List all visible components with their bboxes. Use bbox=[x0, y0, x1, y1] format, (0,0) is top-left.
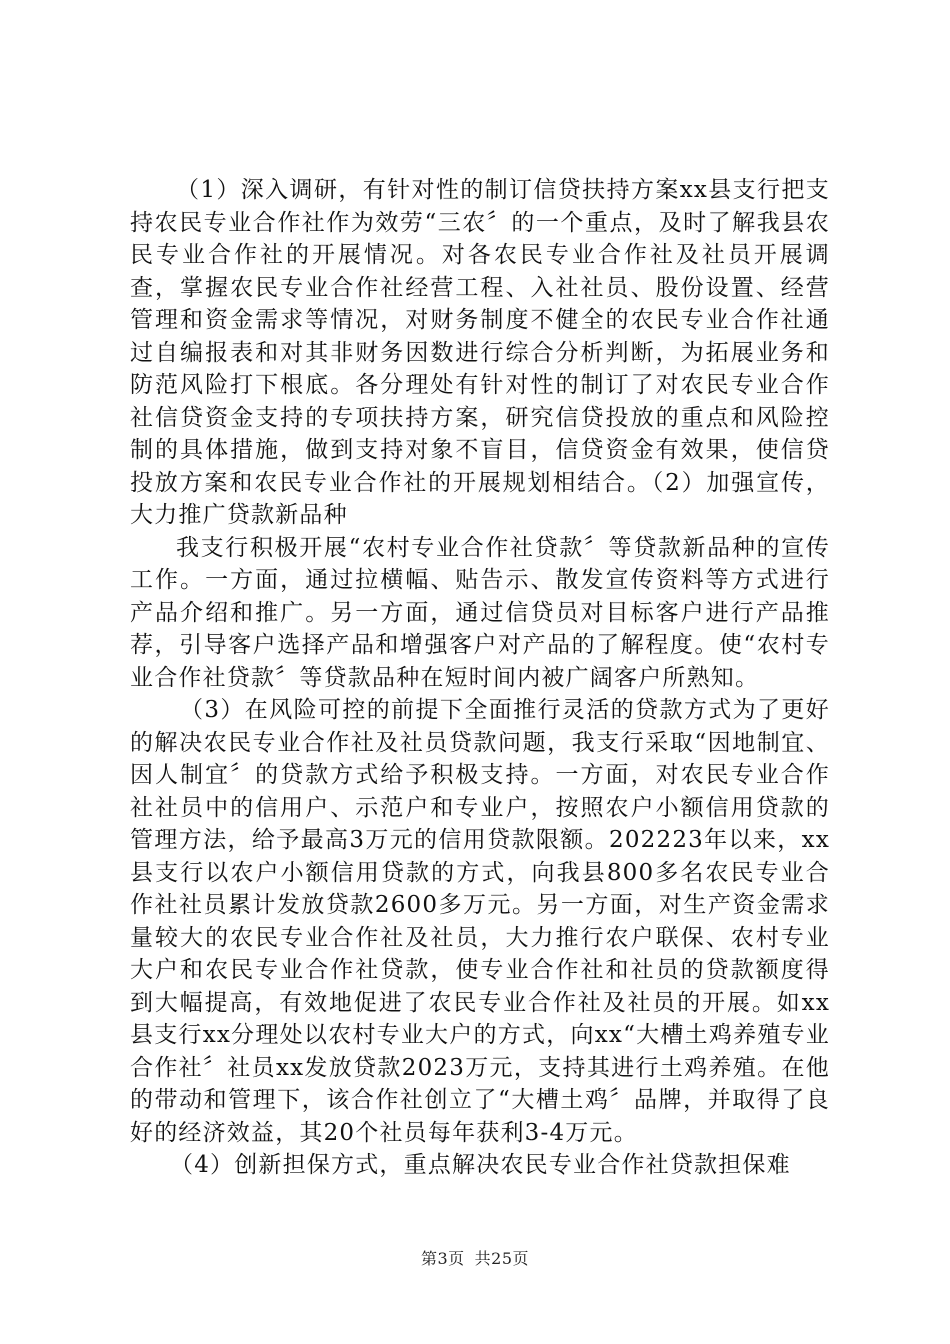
paragraph-3: （3）在风险可控的前提下全面推行灵活的贷款方式为了更好的解决农民专业合作社及社员贷款问题，我支行采取“因地制宜、因人制宜〞的贷款方式给予积极支持。一方面，对农民专业合作社社员中的信用户、示范户和专业户，按照农户小额信用贷款的管理方法，给予最高3万元的信用贷款限额。202223年以来，xx县支行以农户小额信用贷款的方式，向我县800多名农民专业合作社社员累计发放贷款2600多万元。另一方面，对生产资金需求量较大的农民专业合作社及社员，大力推行农户联保、农村专业大户和农民专业合作社贷款，使专业合作社和社员的贷款额度得到大幅提高，有效地促进了农民专业合作社及社员的开展。如xx县支行xx分理处以农村专业大户的方式，向xx“大槽土鸡养殖专业合作社〞社员xx发放贷款2023万元，支持其进行土鸡养殖。在他的带动和管理下，该合作社创立了“大槽土鸡〞品牌，并取得了良好的经济效益，其20个社员每年获利3-4万元。 bbox=[130, 697, 830, 1146]
page-total: 共25页 bbox=[474, 1249, 530, 1268]
page-number: 第3页 bbox=[420, 1249, 465, 1268]
page-footer bbox=[0, 1246, 950, 1269]
paragraph-4: （4）创新担保方式，重点解决农民专业合作社贷款担保难 bbox=[170, 1152, 791, 1178]
paragraph-1: （1）深入调研，有针对性的制订信贷扶持方案xx县支行把支持农民专业合作社作为效劳“三农〞的一个重点，及时了解我县农民专业合作社的开展情况。对各农民专业合作社及社员开展调查，掌握农民专业合作社经营工程、入社社员、股份设置、经营管理和资金需求等情况，对财务制度不健全的农民专业合作社通过自编报表和对其非财务因数进行综合分析判断，为拓展业务和防范风险打下根底。各分理处有针对性的制订了对农民专业合作社信贷资金支持的专项扶持方案，研究信贷投放的重点和风险控制的具体措施，做到支持对象不盲目，信贷资金有效果，使信贷投放方案和农民专业合作社的开展规划相结合。（2）加强宣传，大力推广贷款新品种 bbox=[130, 177, 830, 528]
document-body bbox=[130, 174, 830, 1182]
paragraph-2: 我支行积极开展“农村专业合作社贷款〞等贷款新品种的宣传工作。一方面，通过拉横幅、贴告示、散发宣传资料等方式进行产品介绍和推广。另一方面，通过信贷员对目标客户进行产品推荐，引导客户选择产品和增强客户对产品的了解程度。使“农村专业合作社贷款〞等贷款品种在短时间内被广阔客户所熟知。 bbox=[130, 534, 830, 691]
